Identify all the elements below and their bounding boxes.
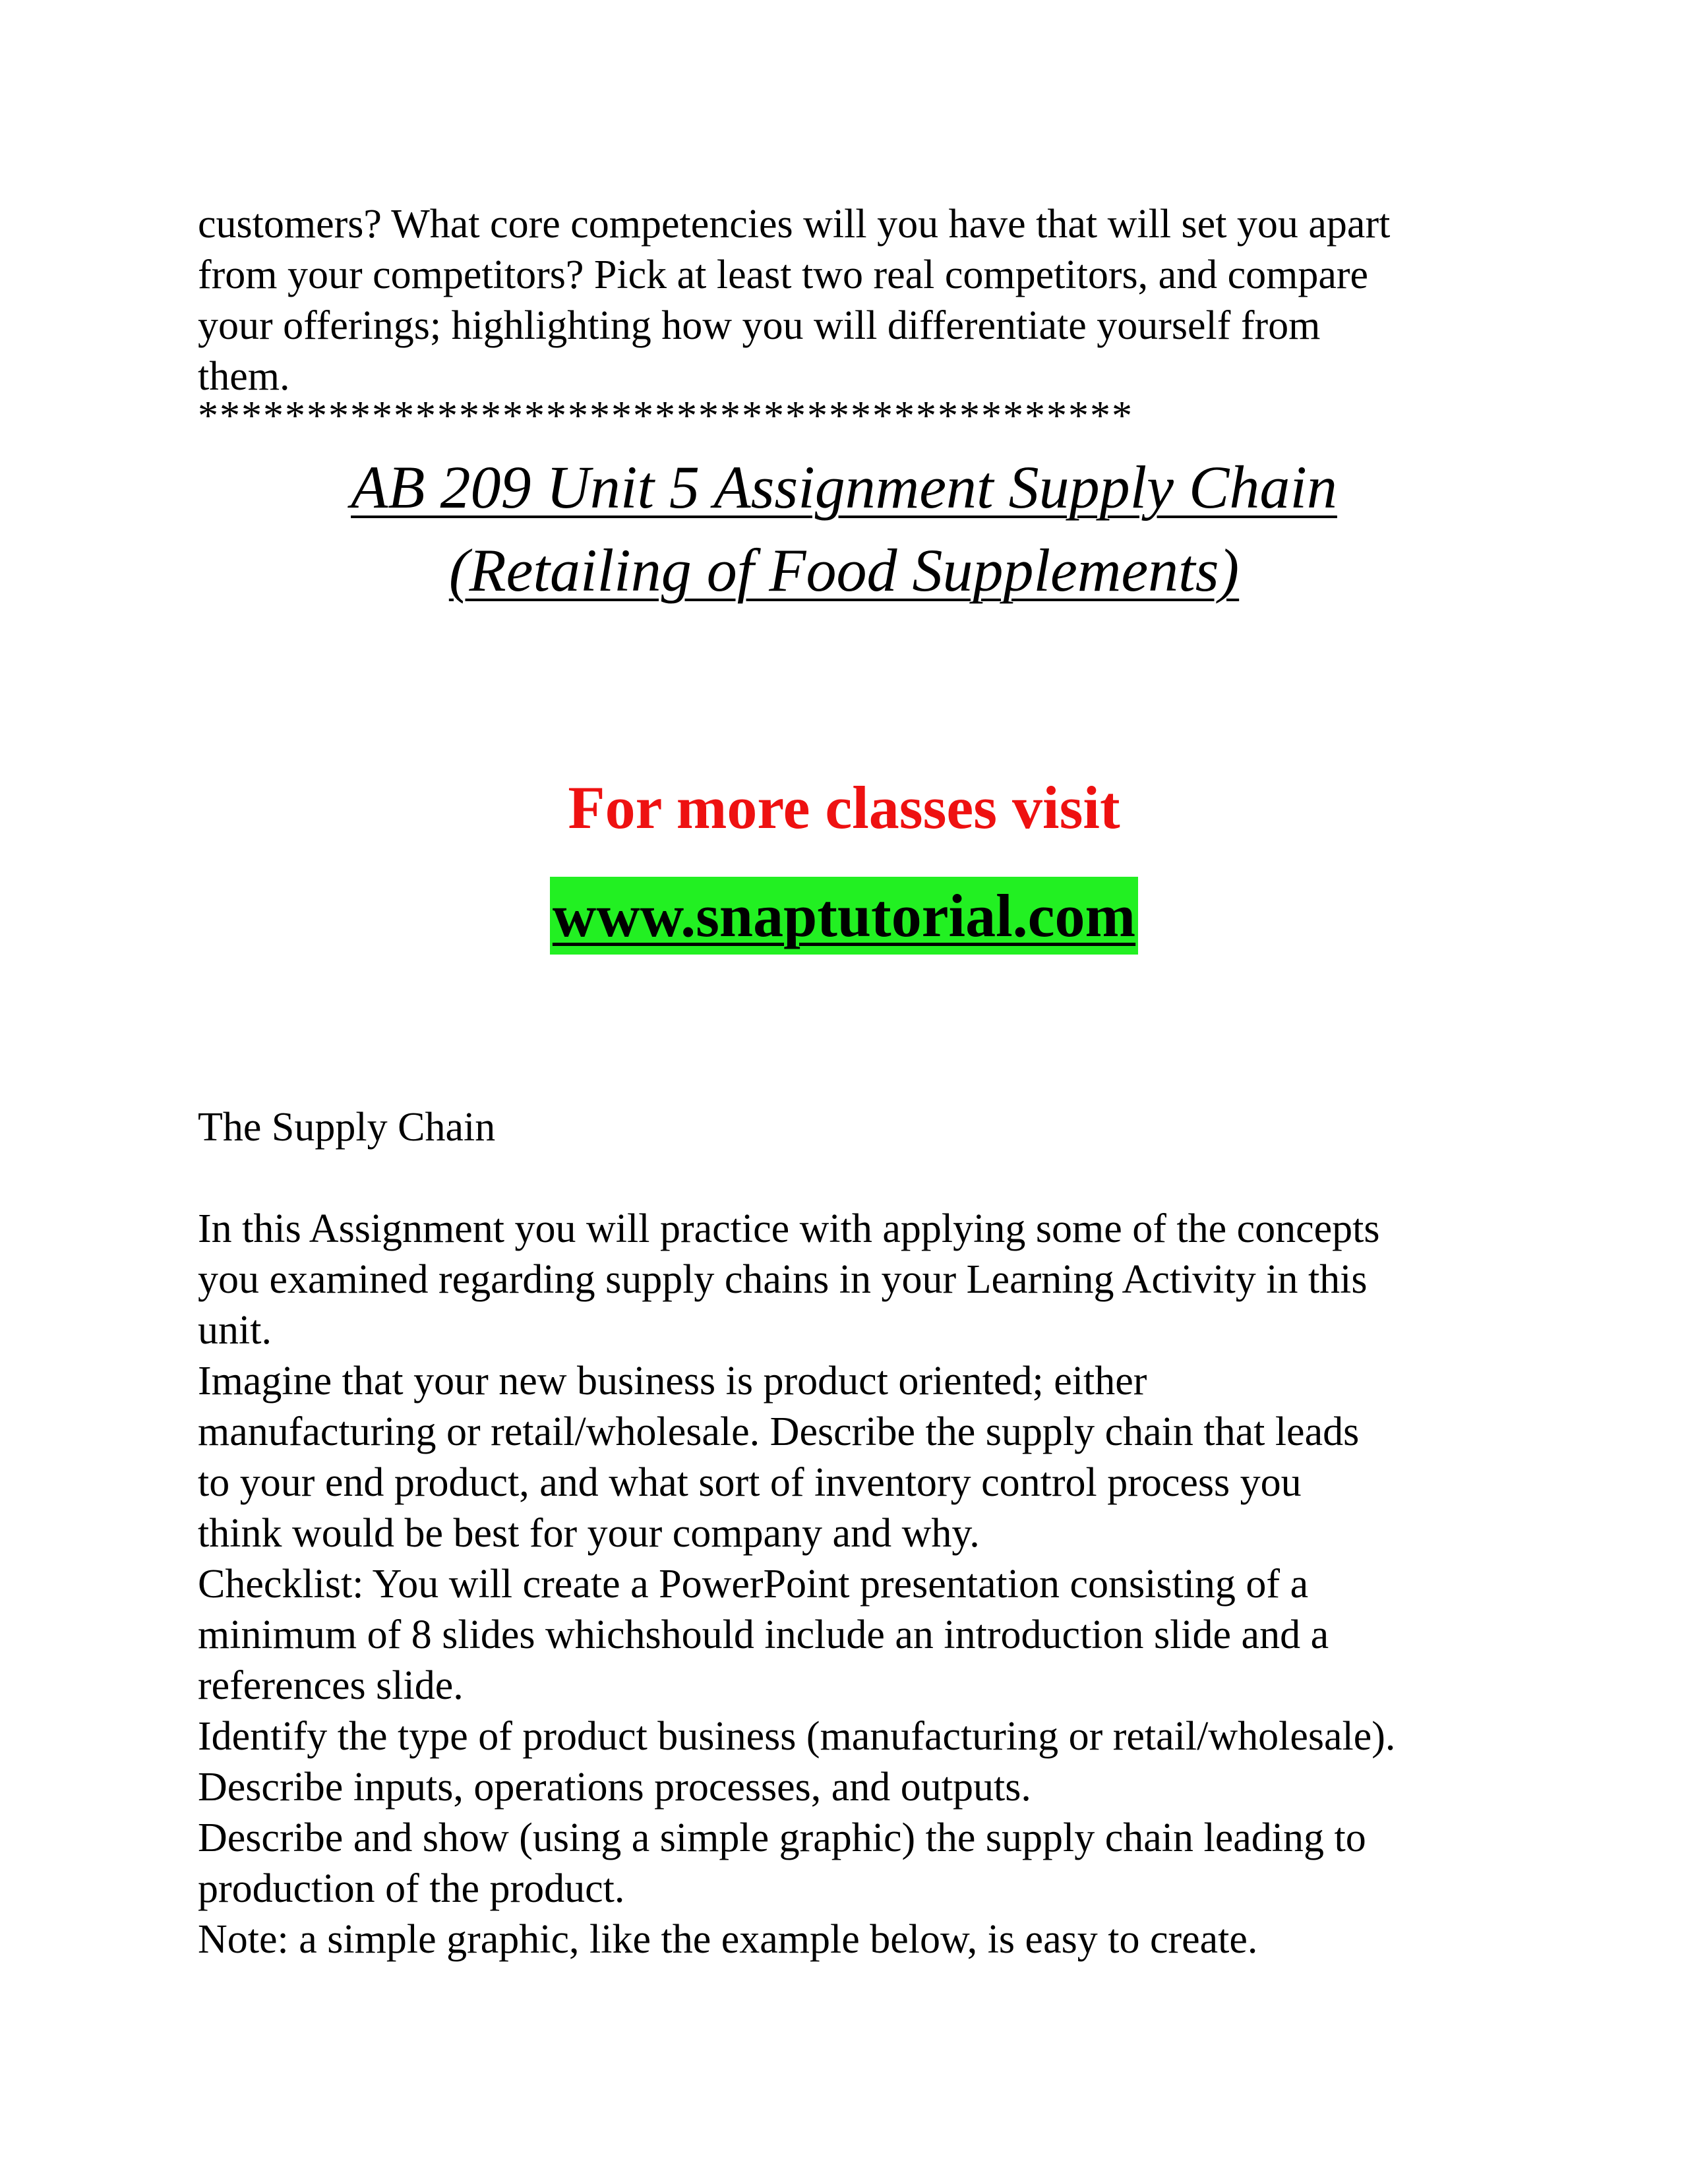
body-line: to your end product, and what sort of inventory control process you xyxy=(198,1460,1302,1505)
section-heading: The Supply Chain xyxy=(198,1105,496,1150)
body-line: Describe and show (using a simple graphic) the supply chain leading to xyxy=(198,1815,1366,1860)
body-line: Identify the type of product business (manufacturing or retail/wholesale). xyxy=(198,1714,1396,1759)
body-line: Checklist: You will create a PowerPoint presentation consisting of a xyxy=(198,1562,1309,1607)
intro-line: customers? What core competencies will you have that will set you apart xyxy=(198,202,1391,247)
body-line: production of the product. xyxy=(198,1866,625,1911)
promo-text: For more classes visit xyxy=(568,774,1120,841)
body-line: Describe inputs, operations processes, and outputs. xyxy=(198,1765,1031,1810)
body-line: references slide. xyxy=(198,1663,464,1708)
intro-line: them. xyxy=(198,354,290,399)
asterisk-separator: ******************************************* xyxy=(198,394,1133,438)
website-link[interactable]: www.snaptutorial.com xyxy=(550,877,1138,955)
body-line: unit. xyxy=(198,1308,272,1353)
body-line: In this Assignment you will practice with applying some of the concepts xyxy=(198,1206,1380,1251)
intro-line: your offerings; highlighting how you will differentiate yourself from xyxy=(198,303,1321,348)
assignment-body xyxy=(198,1204,1530,1965)
intro-paragraph xyxy=(198,199,1530,402)
intro-line: from your competitors? Pick at least two real competitors, and compare xyxy=(198,252,1369,297)
body-line: Note: a simple graphic, like the example below, is easy to create. xyxy=(198,1917,1258,1962)
document-title-line-2: (Retailing of Food Supplements) xyxy=(448,537,1240,604)
body-line: manufacturing or retail/wholesale. Describe the supply chain that leads xyxy=(198,1409,1360,1454)
body-line: minimum of 8 slides whichshould include an introduction slide and a xyxy=(198,1612,1329,1657)
promo-link-container xyxy=(0,877,1688,955)
body-line: think would be best for your company and why. xyxy=(198,1511,980,1556)
body-line: Imagine that your new business is product oriented; either xyxy=(198,1359,1147,1403)
document-title-line-1: AB 209 Unit 5 Assignment Supply Chain xyxy=(351,454,1337,521)
body-line: you examined regarding supply chains in your Learning Activity in this xyxy=(198,1257,1368,1302)
